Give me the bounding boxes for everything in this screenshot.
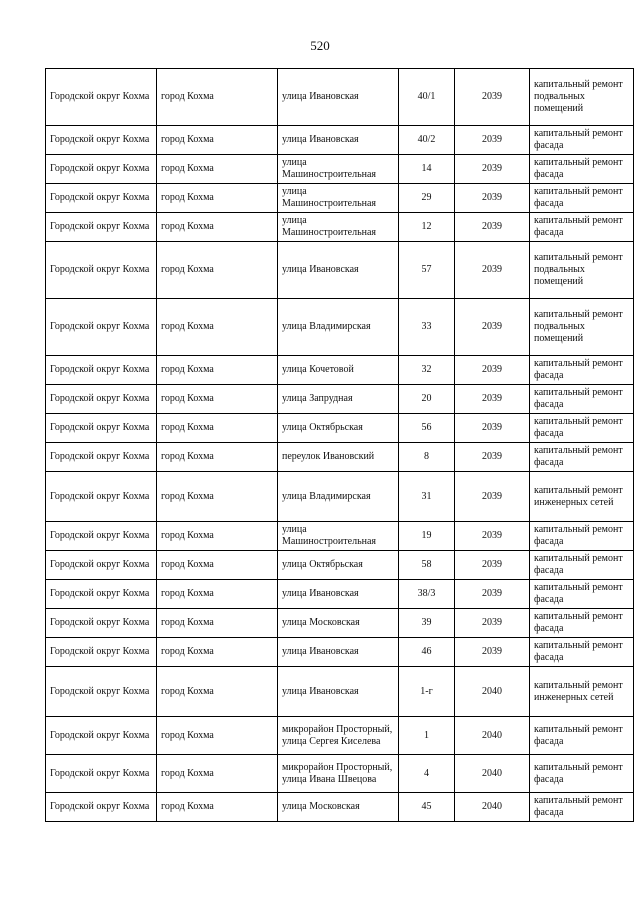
city-cell: город Кохма [157, 242, 278, 299]
street-cell: переулок Ивановский [278, 443, 399, 472]
table-row [46, 472, 634, 522]
city-cell: город Кохма [157, 717, 278, 755]
work-type-cell: капитальный ремонт фасада [530, 638, 634, 667]
year-cell: 2039 [455, 155, 530, 184]
city-cell: город Кохма [157, 443, 278, 472]
city-cell: город Кохма [157, 609, 278, 638]
work-type-cell: капитальный ремонт фасада [530, 385, 634, 414]
city-cell: город Кохма [157, 356, 278, 385]
city-cell: город Кохма [157, 522, 278, 551]
municipality-cell: Городской округ Кохма [46, 522, 157, 551]
house-number-cell: 45 [399, 793, 455, 822]
table-row [46, 580, 634, 609]
work-type-cell: капитальный ремонт фасада [530, 443, 634, 472]
house-number-cell: 8 [399, 443, 455, 472]
house-number-cell: 46 [399, 638, 455, 667]
municipality-cell: Городской округ Кохма [46, 385, 157, 414]
work-type-cell: капитальный ремонт фасада [530, 717, 634, 755]
city-cell: город Кохма [157, 184, 278, 213]
table-row [46, 609, 634, 638]
work-type-cell: капитальный ремонт фасада [530, 126, 634, 155]
year-cell: 2039 [455, 609, 530, 638]
year-cell: 2039 [455, 472, 530, 522]
year-cell: 2039 [455, 638, 530, 667]
year-cell: 2039 [455, 551, 530, 580]
work-type-cell: капитальный ремонт инженерных сетей [530, 667, 634, 717]
house-number-cell: 20 [399, 385, 455, 414]
municipality-cell: Городской округ Кохма [46, 793, 157, 822]
page-number: 520 [310, 38, 330, 53]
street-cell: улица Московская [278, 609, 399, 638]
work-type-cell: капитальный ремонт инженерных сетей [530, 472, 634, 522]
table-row [46, 126, 634, 155]
work-type-cell: капитальный ремонт фасада [530, 213, 634, 242]
street-cell: улица Владимирская [278, 299, 399, 356]
work-type-cell: капитальный ремонт фасада [530, 551, 634, 580]
work-type-cell: капитальный ремонт фасада [530, 155, 634, 184]
table-row [46, 717, 634, 755]
house-number-cell: 1-г [399, 667, 455, 717]
city-cell: город Кохма [157, 414, 278, 443]
table-row [46, 184, 634, 213]
year-cell: 2039 [455, 184, 530, 213]
capital-repair-table [45, 68, 634, 822]
municipality-cell: Городской округ Кохма [46, 356, 157, 385]
table-row [46, 385, 634, 414]
city-cell: город Кохма [157, 638, 278, 667]
house-number-cell: 14 [399, 155, 455, 184]
year-cell: 2040 [455, 717, 530, 755]
table-row [46, 443, 634, 472]
table-row [46, 755, 634, 793]
street-cell: микрорайон Просторный, улица Ивана Швецова [278, 755, 399, 793]
municipality-cell: Городской округ Кохма [46, 472, 157, 522]
street-cell: улица Октябрьская [278, 414, 399, 443]
street-cell: улица Машиностроительная [278, 522, 399, 551]
street-cell: улица Ивановская [278, 126, 399, 155]
year-cell: 2039 [455, 443, 530, 472]
street-cell: улица Кочетовой [278, 356, 399, 385]
house-number-cell: 57 [399, 242, 455, 299]
city-cell: город Кохма [157, 472, 278, 522]
municipality-cell: Городской округ Кохма [46, 551, 157, 580]
house-number-cell: 19 [399, 522, 455, 551]
table-row [46, 213, 634, 242]
municipality-cell: Городской округ Кохма [46, 755, 157, 793]
municipality-cell: Городской округ Кохма [46, 184, 157, 213]
year-cell: 2040 [455, 667, 530, 717]
municipality-cell: Городской округ Кохма [46, 155, 157, 184]
house-number-cell: 58 [399, 551, 455, 580]
street-cell: улица Октябрьская [278, 551, 399, 580]
year-cell: 2039 [455, 69, 530, 126]
municipality-cell: Городской округ Кохма [46, 414, 157, 443]
municipality-cell: Городской округ Кохма [46, 580, 157, 609]
city-cell: город Кохма [157, 155, 278, 184]
year-cell: 2040 [455, 755, 530, 793]
city-cell: город Кохма [157, 755, 278, 793]
street-cell: улица Машиностроительная [278, 155, 399, 184]
city-cell: город Кохма [157, 793, 278, 822]
work-type-cell: капитальный ремонт фасада [530, 522, 634, 551]
year-cell: 2039 [455, 522, 530, 551]
year-cell: 2040 [455, 793, 530, 822]
house-number-cell: 29 [399, 184, 455, 213]
house-number-cell: 40/2 [399, 126, 455, 155]
year-cell: 2039 [455, 414, 530, 443]
city-cell: город Кохма [157, 69, 278, 126]
municipality-cell: Городской округ Кохма [46, 717, 157, 755]
house-number-cell: 38/3 [399, 580, 455, 609]
table-row [46, 793, 634, 822]
work-type-cell: капитальный ремонт подвальных помещений [530, 299, 634, 356]
street-cell: улица Владимирская [278, 472, 399, 522]
table-row [46, 522, 634, 551]
house-number-cell: 1 [399, 717, 455, 755]
work-type-cell: капитальный ремонт фасада [530, 609, 634, 638]
year-cell: 2039 [455, 213, 530, 242]
house-number-cell: 56 [399, 414, 455, 443]
table-row [46, 299, 634, 356]
house-number-cell: 4 [399, 755, 455, 793]
street-cell: улица Ивановская [278, 667, 399, 717]
municipality-cell: Городской округ Кохма [46, 242, 157, 299]
year-cell: 2039 [455, 126, 530, 155]
table-row [46, 155, 634, 184]
work-type-cell: капитальный ремонт фасада [530, 414, 634, 443]
street-cell: улица Ивановская [278, 242, 399, 299]
table-row [46, 638, 634, 667]
city-cell: город Кохма [157, 551, 278, 580]
street-cell: улица Машиностроительная [278, 213, 399, 242]
table-body [46, 69, 634, 822]
municipality-cell: Городской округ Кохма [46, 609, 157, 638]
work-type-cell: капитальный ремонт подвальных помещений [530, 242, 634, 299]
year-cell: 2039 [455, 299, 530, 356]
municipality-cell: Городской округ Кохма [46, 69, 157, 126]
street-cell: улица Машиностроительная [278, 184, 399, 213]
table-row [46, 356, 634, 385]
house-number-cell: 31 [399, 472, 455, 522]
table-row [46, 551, 634, 580]
house-number-cell: 33 [399, 299, 455, 356]
street-cell: улица Ивановская [278, 580, 399, 609]
table-row [46, 667, 634, 717]
municipality-cell: Городской округ Кохма [46, 638, 157, 667]
city-cell: город Кохма [157, 385, 278, 414]
work-type-cell: капитальный ремонт подвальных помещений [530, 69, 634, 126]
house-number-cell: 32 [399, 356, 455, 385]
year-cell: 2039 [455, 385, 530, 414]
municipality-cell: Городской округ Кохма [46, 126, 157, 155]
year-cell: 2039 [455, 580, 530, 609]
city-cell: город Кохма [157, 580, 278, 609]
table-row [46, 414, 634, 443]
street-cell: улица Запрудная [278, 385, 399, 414]
city-cell: город Кохма [157, 213, 278, 242]
municipality-cell: Городской округ Кохма [46, 667, 157, 717]
municipality-cell: Городской округ Кохма [46, 443, 157, 472]
city-cell: город Кохма [157, 299, 278, 356]
municipality-cell: Городской округ Кохма [46, 213, 157, 242]
work-type-cell: капитальный ремонт фасада [530, 580, 634, 609]
street-cell: улица Ивановская [278, 638, 399, 667]
city-cell: город Кохма [157, 126, 278, 155]
table-row [46, 242, 634, 299]
street-cell: улица Московская [278, 793, 399, 822]
house-number-cell: 12 [399, 213, 455, 242]
year-cell: 2039 [455, 242, 530, 299]
work-type-cell: капитальный ремонт фасада [530, 793, 634, 822]
table-row [46, 69, 634, 126]
street-cell: улица Ивановская [278, 69, 399, 126]
city-cell: город Кохма [157, 667, 278, 717]
house-number-cell: 40/1 [399, 69, 455, 126]
street-cell: микрорайон Просторный, улица Сергея Киселева [278, 717, 399, 755]
work-type-cell: капитальный ремонт фасада [530, 755, 634, 793]
year-cell: 2039 [455, 356, 530, 385]
work-type-cell: капитальный ремонт фасада [530, 356, 634, 385]
house-number-cell: 39 [399, 609, 455, 638]
municipality-cell: Городской округ Кохма [46, 299, 157, 356]
work-type-cell: капитальный ремонт фасада [530, 184, 634, 213]
